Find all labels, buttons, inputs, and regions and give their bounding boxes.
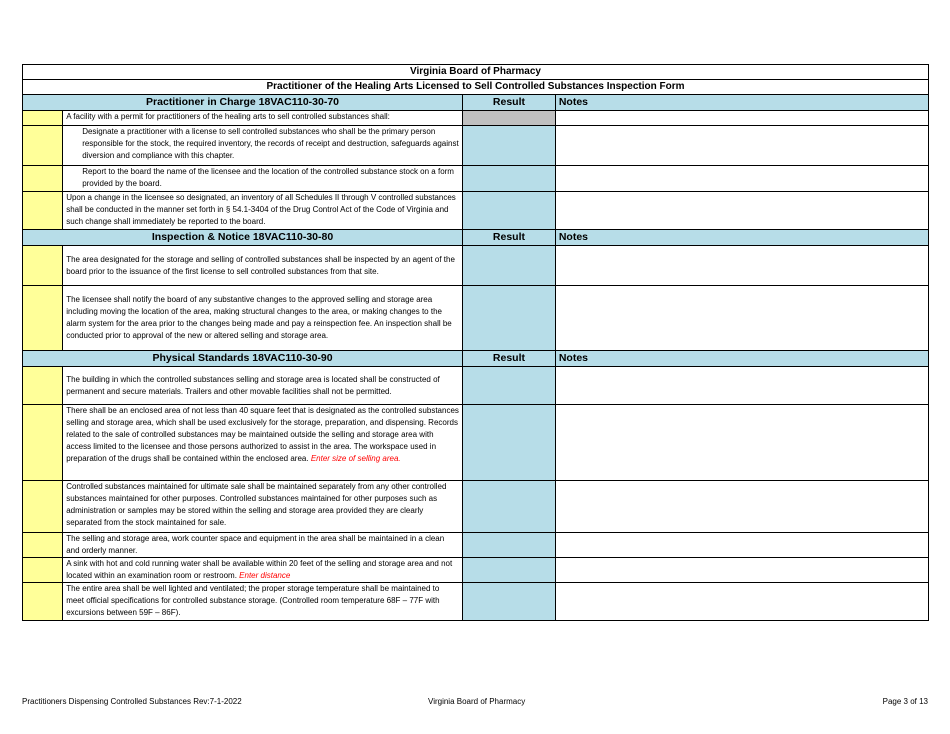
footer-revision: Practitioners Dispensing Controlled Substances Rev:7-1-2022 [22, 697, 242, 706]
notes-cell[interactable] [555, 405, 928, 481]
notes-cell[interactable] [555, 583, 928, 621]
notes-column-header: Notes [555, 351, 928, 367]
flag-cell [23, 367, 63, 405]
requirement-cell [63, 558, 463, 583]
section-header-physical-standards [23, 351, 929, 367]
form-title: Virginia Board of Pharmacy [23, 65, 929, 80]
result-cell[interactable] [463, 481, 556, 533]
result-column-header: Result [463, 95, 556, 111]
inspection-form-sheet [22, 64, 929, 621]
notes-cell[interactable] [555, 111, 928, 126]
notes-cell[interactable] [555, 533, 928, 558]
notes-cell[interactable] [555, 166, 928, 192]
notes-cell[interactable] [555, 286, 928, 351]
requirement-text: There shall be an enclosed area of not less than 40 square feet that is designated as the controlled substances selling and storage area, which shall be used exclusively for the storage, preparation, and dispensing. Records related to the sale of controlled substances may be maintained outside the selling and storage area with access limited to the licensee and those persons authorized to assist in the area. The workspace used in preparation of the drugs shall be contained within the enclosed area. [66, 406, 459, 463]
result-cell[interactable] [463, 286, 556, 351]
result-cell[interactable] [463, 405, 556, 481]
requirement-text: A facility with a permit for practitioners of the healing arts to sell controlled substances shall: [63, 111, 463, 126]
flag-cell [23, 481, 63, 533]
result-cell-disabled [463, 111, 556, 126]
table-row [23, 481, 929, 533]
notes-column-header: Notes [555, 230, 928, 246]
flag-cell [23, 286, 63, 351]
footer-org: Virginia Board of Pharmacy [428, 697, 526, 706]
table-row [23, 533, 929, 558]
table-row [23, 192, 929, 230]
flag-cell [23, 246, 63, 286]
table-row [23, 367, 929, 405]
requirement-text: The area designated for the storage and selling of controlled substances shall be inspected by an agent of the board prior to the issuance of the first license to sell controlled substances from that site. [63, 246, 463, 286]
flag-cell [23, 166, 63, 192]
section-title: Practitioner in Charge 18VAC110-30-70 [23, 95, 463, 111]
result-column-header: Result [463, 230, 556, 246]
enter-size-note: Enter size of selling area. [310, 454, 401, 463]
result-cell[interactable] [463, 558, 556, 583]
header-title-row [23, 65, 929, 80]
notes-cell[interactable] [555, 126, 928, 166]
section-header-practitioner-in-charge [23, 95, 929, 111]
result-cell[interactable] [463, 166, 556, 192]
table-row [23, 558, 929, 583]
table-row [23, 583, 929, 621]
notes-cell[interactable] [555, 558, 928, 583]
result-cell[interactable] [463, 533, 556, 558]
result-cell[interactable] [463, 192, 556, 230]
inspection-form-table [22, 64, 929, 621]
notes-cell[interactable] [555, 481, 928, 533]
requirement-cell [63, 405, 463, 481]
flag-cell [23, 126, 63, 166]
requirement-text: Controlled substances maintained for ultimate sale shall be maintained separately from any other controlled substances maintained for other purposes. Controlled substances maintained for other purposes such as administration or samples may be stored within the selling and storage area provided they are clearly separated from the stock maintained for sale. [63, 481, 463, 533]
table-row [23, 286, 929, 351]
result-cell[interactable] [463, 246, 556, 286]
section-header-inspection-notice [23, 230, 929, 246]
result-cell[interactable] [463, 126, 556, 166]
requirement-text: The entire area shall be well lighted and ventilated; the proper storage temperature shall be maintained to meet official specifications for controlled substance storage. (Controlled room temperature 68F – 77F with excursions between 59F – 86F). [63, 583, 463, 621]
notes-cell[interactable] [555, 367, 928, 405]
table-row [23, 126, 929, 166]
flag-cell [23, 405, 63, 481]
requirement-text: The building in which the controlled substances selling and storage area is located shall be constructed of permanent and secure materials. Trailers and other movable facilities shall not be permitted. [63, 367, 463, 405]
enter-distance-note: Enter distance [239, 571, 291, 580]
flag-cell [23, 111, 63, 126]
result-cell[interactable] [463, 367, 556, 405]
notes-cell[interactable] [555, 192, 928, 230]
requirement-text: The selling and storage area, work counter space and equipment in the area shall be maintained in a clean and orderly manner. [63, 533, 463, 558]
requirement-text: The licensee shall notify the board of any substantive changes to the approved selling and storage area including moving the location of the area, making structural changes to the area, or making changes to the alarm system for the area prior to the changes being made and pay a reinspection fee. An inspection shall be conducted prior to approval of the new or altered selling and storage area. [63, 286, 463, 351]
table-row [23, 166, 929, 192]
flag-cell [23, 558, 63, 583]
table-row [23, 111, 929, 126]
requirement-text: Upon a change in the licensee so designated, an inventory of all Schedules II through V controlled substances shall be conducted in the manner set forth in § 54.1-3404 of the Drug Control Act of the Code of Virginia and such change shall immediately be reported to the board. [63, 192, 463, 230]
notes-cell[interactable] [555, 246, 928, 286]
result-column-header: Result [463, 351, 556, 367]
notes-column-header: Notes [555, 95, 928, 111]
requirement-text: Designate a practitioner with a license to sell controlled substances who shall be the primary person responsible for the stock, the required inventory, the records of receipt and destruction, safeguards against diversion and compliance with this chapter. [63, 126, 463, 166]
flag-cell [23, 533, 63, 558]
flag-cell [23, 192, 63, 230]
requirement-text: Report to the board the name of the licensee and the location of the controlled substance stock on a form provided by the board. [63, 166, 463, 192]
result-cell[interactable] [463, 583, 556, 621]
flag-cell [23, 583, 63, 621]
section-title: Physical Standards 18VAC110-30-90 [23, 351, 463, 367]
footer-page-number: Page 3 of 13 [882, 697, 928, 706]
table-row [23, 246, 929, 286]
table-row [23, 405, 929, 481]
form-subtitle: Practitioner of the Healing Arts Licensed to Sell Controlled Substances Inspection Form [23, 80, 929, 95]
requirement-text: A sink with hot and cold running water shall be available within 20 feet of the selling and storage area and not located within an examination room or restroom. [66, 559, 453, 580]
section-title: Inspection & Notice 18VAC110-30-80 [23, 230, 463, 246]
header-subtitle-row [23, 80, 929, 95]
